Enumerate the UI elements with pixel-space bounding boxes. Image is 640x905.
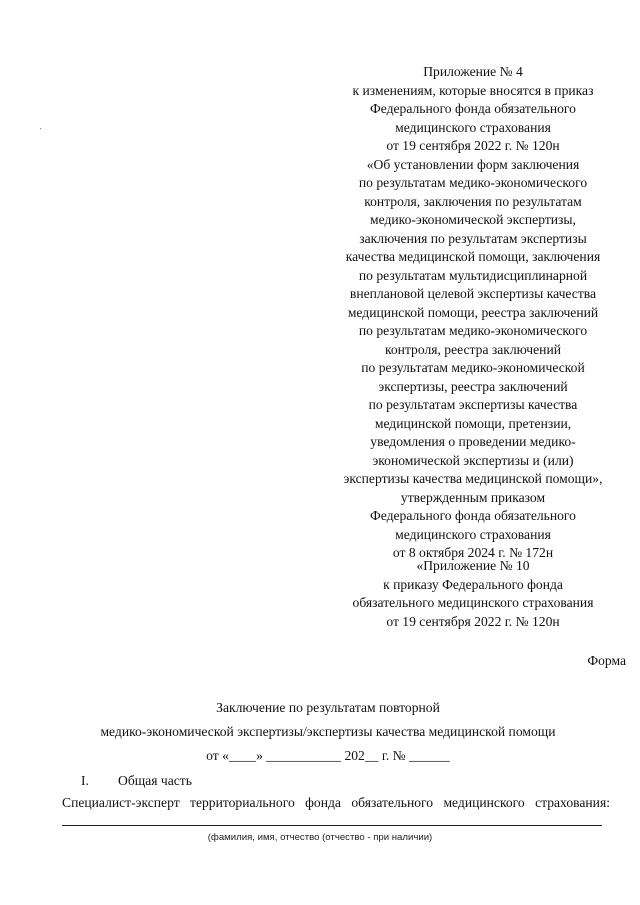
specialist-label: Специалист-эксперт территориального фонда обязательного медицинского страхования: [62, 795, 610, 810]
appendix-header-line: от 19 сентября 2022 г. № 120н [386, 138, 560, 153]
appendix-header-line: медико-экономической экспертизы, [370, 212, 576, 227]
appendix-header-line: контроля, заключения по результатам [364, 193, 582, 209]
appendix-header-line: по результатам экспертизы качества [368, 397, 578, 412]
appendix-header-line: Приложение № 4 [423, 64, 523, 79]
appendix-inner-line: от 19 сентября 2022 г. № 120н [386, 613, 560, 629]
appendix-inner-line: к приказу Федерального фонда [383, 576, 563, 592]
document-title-line-2: медико-экономической экспертизы/экспертизы качества медицинской помощи [100, 724, 556, 739]
appendix-header-line: контроля, реестра заключений [384, 341, 562, 357]
appendix-header-line: по результатам мультидисциплинарной [358, 267, 588, 283]
appendix-header-line: утвержденным приказом [400, 489, 546, 505]
appendix-header-line: медицинского страхования [395, 119, 551, 135]
section-heading [81, 773, 192, 789]
appendix-header-line: Федерального фонда обязательного [370, 101, 576, 116]
specialist-name-field-line [62, 825, 602, 826]
appendix-header-line: качества медицинской помощи, заключения [345, 249, 601, 264]
appendix-header-line: медицинской помощи, реестра заключений [347, 304, 599, 320]
appendix-header-line: экспертизы качества медицинской помощи», [343, 471, 603, 486]
section-name: Общая часть [118, 773, 192, 788]
document-title-line-1: Заключение по результатам повторной [216, 700, 440, 715]
appendix-header-line: медицинского страхования [395, 526, 551, 542]
name-field-caption: (фамилия, имя, отчество (отчество - при наличии) [207, 832, 433, 843]
appendix-header-line: от 8 октября 2024 г. № 172н [392, 545, 554, 560]
appendix-header-line: экспертизы, реестра заключений [378, 378, 568, 394]
scan-speck [40, 128, 41, 129]
appendix-header-line: по результатам медико-экономической [361, 360, 585, 375]
form-label: Форма [587, 653, 626, 668]
appendix-header-line: «Об установлении форм заключения [366, 156, 580, 172]
appendix-inner-line: «Приложение № 10 [416, 558, 530, 573]
appendix-header-line: заключения по результатам экспертизы [359, 230, 587, 246]
appendix-header-line: уведомления о проведении медико- [370, 434, 576, 449]
appendix-inner [318, 557, 628, 631]
appendix-inner-line: обязательного медицинского страхования [352, 595, 594, 610]
appendix-header-line: по результатам медико-экономического [358, 323, 588, 338]
appendix-header-line: внеплановой целевой экспертизы качества [349, 286, 597, 301]
section-number: I. [81, 773, 89, 788]
document-date-number-line: от «____» ___________ 202__ г. № ______ [206, 748, 450, 763]
appendix-header [318, 63, 628, 563]
appendix-header-line: Федерального фонда обязательного [370, 508, 576, 523]
appendix-header-line: медицинской помощи, претензии, [374, 415, 572, 431]
appendix-header-line: экономической экспертизы и (или) [372, 452, 574, 468]
appendix-header-line: к изменениям, которые вносятся в приказ [352, 82, 594, 98]
appendix-header-line: по результатам медико-экономического [358, 175, 588, 190]
